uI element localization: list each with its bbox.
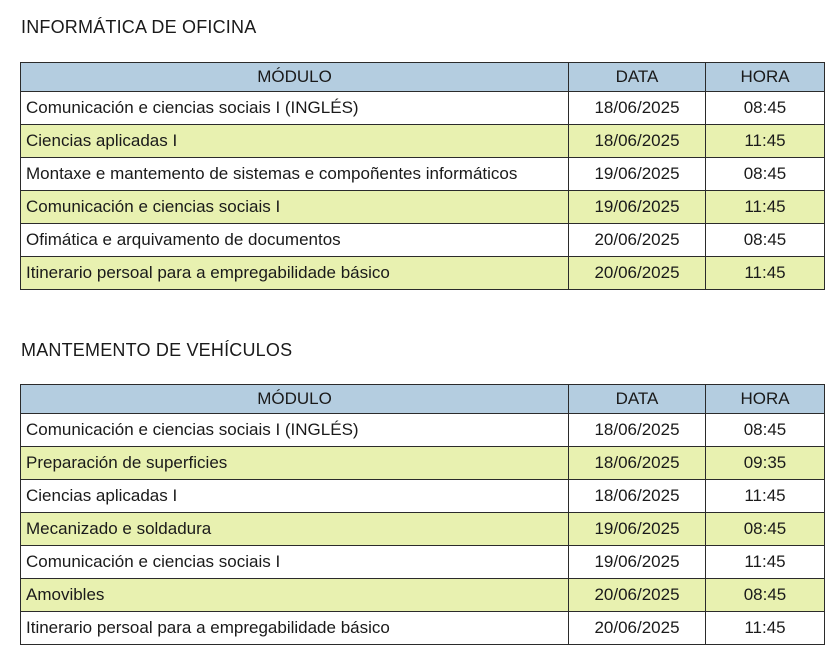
date-cell: 18/06/2025 <box>569 92 706 125</box>
time-cell: 08:45 <box>706 414 825 447</box>
table-row <box>21 125 825 158</box>
section-title-informatica: INFORMÁTICA DE OFICINA <box>21 17 257 37</box>
module-cell: Ofimática e arquivamento de documentos <box>21 224 569 257</box>
date-cell: 18/06/2025 <box>569 414 706 447</box>
date-cell: 19/06/2025 <box>569 513 706 546</box>
module-cell: Preparación de superficies <box>21 447 569 480</box>
table-row <box>21 480 825 513</box>
table-row <box>21 257 825 290</box>
table-row <box>21 414 825 447</box>
column-header-time: HORA <box>706 385 825 414</box>
module-cell: Comunicación e ciencias sociais I (INGLÉS) <box>21 414 569 447</box>
table-row <box>21 513 825 546</box>
module-cell: Comunicación e ciencias sociais I <box>21 191 569 224</box>
table-row <box>21 447 825 480</box>
table-header-row <box>21 63 825 92</box>
date-cell: 20/06/2025 <box>569 224 706 257</box>
table-row <box>21 191 825 224</box>
module-cell: Amovibles <box>21 579 569 612</box>
date-cell: 19/06/2025 <box>569 546 706 579</box>
module-cell: Ciencias aplicadas I <box>21 125 569 158</box>
schedule-table-mantemento <box>20 384 825 645</box>
column-header-date: DATA <box>569 385 706 414</box>
date-cell: 18/06/2025 <box>569 125 706 158</box>
table-row <box>21 579 825 612</box>
date-cell: 19/06/2025 <box>569 158 706 191</box>
table-row <box>21 92 825 125</box>
time-cell: 11:45 <box>706 257 825 290</box>
date-cell: 20/06/2025 <box>569 257 706 290</box>
table-row <box>21 546 825 579</box>
time-cell: 08:45 <box>706 224 825 257</box>
column-header-module: MÓDULO <box>21 385 569 414</box>
section-title-mantemento: MANTEMENTO DE VEHÍCULOS <box>21 340 293 360</box>
column-header-date: DATA <box>569 63 706 92</box>
module-cell: Comunicación e ciencias sociais I <box>21 546 569 579</box>
time-cell: 08:45 <box>706 579 825 612</box>
time-cell: 08:45 <box>706 158 825 191</box>
module-cell: Comunicación e ciencias sociais I (INGLÉS) <box>21 92 569 125</box>
time-cell: 11:45 <box>706 480 825 513</box>
time-cell: 11:45 <box>706 125 825 158</box>
date-cell: 18/06/2025 <box>569 447 706 480</box>
column-header-module: MÓDULO <box>21 63 569 92</box>
schedule-table-informatica <box>20 62 825 290</box>
time-cell: 11:45 <box>706 191 825 224</box>
date-cell: 20/06/2025 <box>569 579 706 612</box>
table-header-row <box>21 385 825 414</box>
module-cell: Montaxe e mantemento de sistemas e compoñentes informáticos <box>21 158 569 191</box>
date-cell: 19/06/2025 <box>569 191 706 224</box>
module-cell: Itinerario persoal para a empregabilidade básico <box>21 612 569 645</box>
table-row <box>21 612 825 645</box>
module-cell: Mecanizado e soldadura <box>21 513 569 546</box>
table-row <box>21 224 825 257</box>
module-cell: Itinerario persoal para a empregabilidade básico <box>21 257 569 290</box>
table-row <box>21 158 825 191</box>
time-cell: 09:35 <box>706 447 825 480</box>
module-cell: Ciencias aplicadas I <box>21 480 569 513</box>
time-cell: 08:45 <box>706 513 825 546</box>
time-cell: 08:45 <box>706 92 825 125</box>
column-header-time: HORA <box>706 63 825 92</box>
time-cell: 11:45 <box>706 612 825 645</box>
date-cell: 18/06/2025 <box>569 480 706 513</box>
date-cell: 20/06/2025 <box>569 612 706 645</box>
time-cell: 11:45 <box>706 546 825 579</box>
